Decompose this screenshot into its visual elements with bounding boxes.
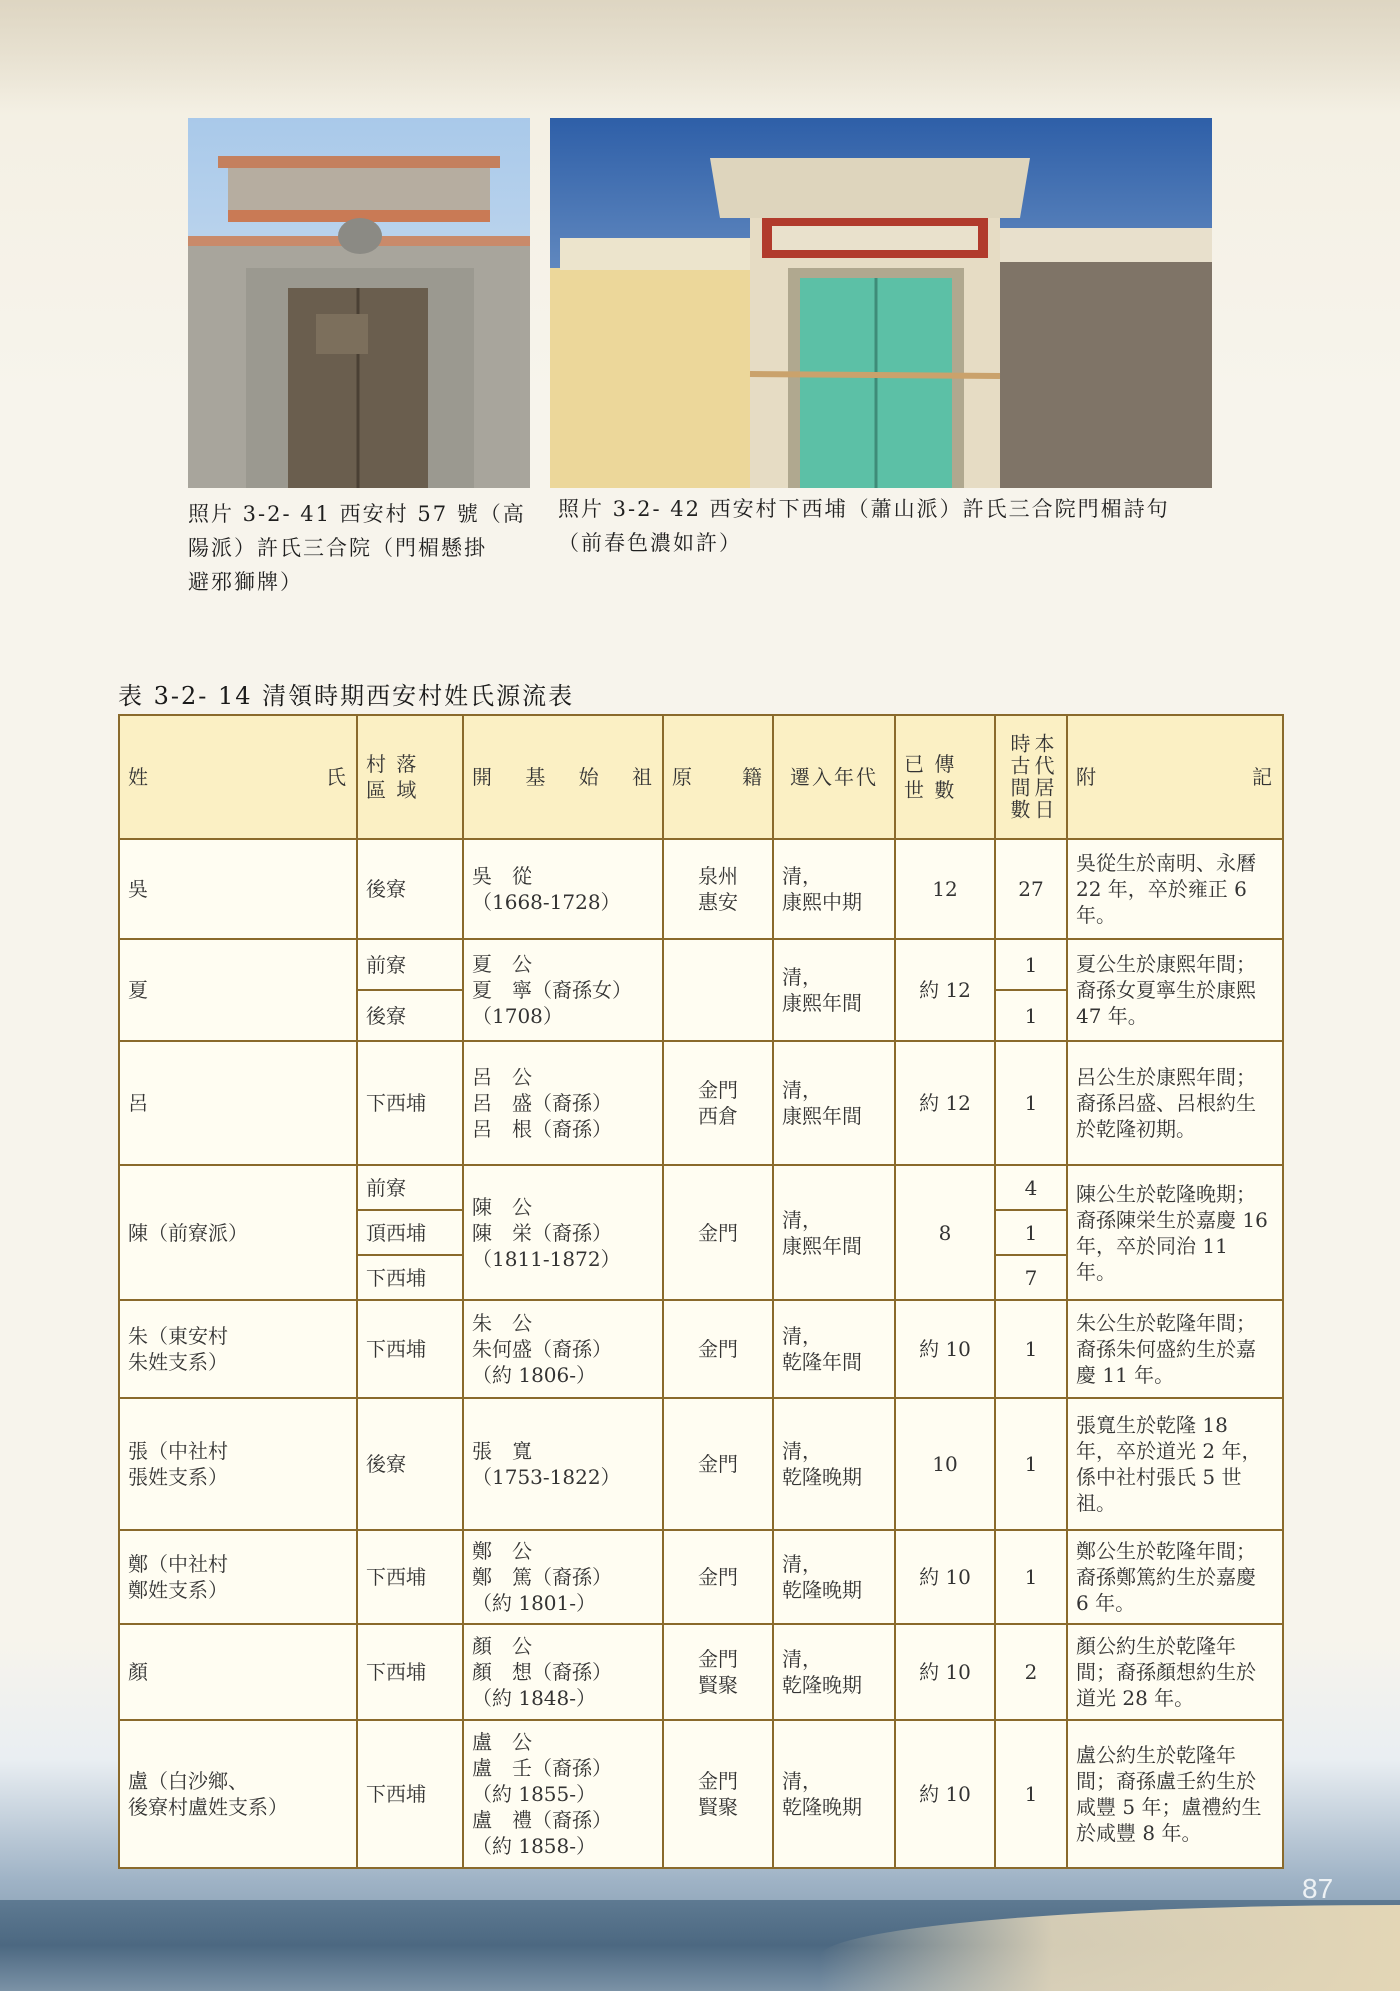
cell-origin: 金門 [663,1398,773,1530]
cell-area: 頂西埔 [357,1210,463,1255]
cell-origin: 金門 賢聚 [663,1624,773,1720]
cell-surname: 朱（東安村 朱姓支系） [119,1300,357,1398]
cell-area: 下西埔 [357,1720,463,1868]
cell-founder: 鄭 公 鄭 篤（裔孫） （約 1801-） [463,1530,663,1624]
cell-year: 清， 乾隆晚期 [773,1624,895,1720]
cell-year: 清， 乾隆晚期 [773,1398,895,1530]
cell-founder: 顏 公 顏 想（裔孫） （約 1848-） [463,1624,663,1720]
cell-generations: 約 12 [895,939,995,1041]
cell-japan-generations: 1 [995,1530,1067,1624]
header-founder: 開 基 始 祖 [463,715,663,839]
cell-note: 陳公生於乾隆晚期；裔孫陳栄生於嘉慶 16 年，卒於同治 11 年。 [1067,1165,1283,1300]
cell-origin [663,939,773,1041]
cell-founder: 呂 公 呂 盛（裔孫） 呂 根（裔孫） [463,1041,663,1165]
cell-surname: 盧（白沙鄉、 後寮村盧姓支系） [119,1720,357,1868]
cell-area: 下西埔 [357,1530,463,1624]
cell-surname: 張（中社村 張姓支系） [119,1398,357,1530]
cell-generations: 約 10 [895,1624,995,1720]
cell-japan-generations: 7 [995,1255,1067,1300]
cell-area: 下西埔 [357,1624,463,1720]
header-surname: 姓 氏 [119,715,357,839]
header-japan-generations: 本代居日時古間數 [995,715,1067,839]
table-header-row [119,715,1283,839]
cell-founder: 朱 公 朱何盛（裔孫） （約 1806-） [463,1300,663,1398]
table-row [119,839,1283,939]
cell-area: 後寮 [357,839,463,939]
cell-area: 下西埔 [357,1300,463,1398]
cell-generations: 約 10 [895,1530,995,1624]
table-row [119,939,1283,990]
table-row [119,1041,1283,1165]
cell-generations: 12 [895,839,995,939]
table-row [119,1720,1283,1868]
caption-line: 照片 3-2- 42 西安村下西埔（蕭山派）許氏三合院門楣詩句 [558,497,1170,521]
page-number: 87 [1302,1873,1334,1904]
cell-origin: 金門 西倉 [663,1041,773,1165]
caption-line: （前春色濃如許） [558,531,742,555]
cell-origin: 金門 [663,1530,773,1624]
header-generations: 已 傳 世 數 [895,715,995,839]
cell-japan-generations: 1 [995,1041,1067,1165]
caption-line: 照片 3-2- 41 西安村 57 號（高 [188,502,526,526]
photo-gate-poem-lintel [550,118,1212,488]
cell-area: 前寮 [357,1165,463,1210]
cell-year: 清， 乾隆晚期 [773,1530,895,1624]
table-title: 表 3-2- 14 清領時期西安村姓氏源流表 [118,682,575,710]
cell-year: 清， 康熙年間 [773,1165,895,1300]
cell-note: 夏公生於康熙年間；裔孫女夏寧生於康熙 47 年。 [1067,939,1283,1041]
cell-area: 後寮 [357,990,463,1041]
cell-note: 顏公約生於乾隆年間；裔孫顏想約生於道光 28 年。 [1067,1624,1283,1720]
cell-note: 呂公生於康熙年間；裔孫呂盛、呂根約生於乾隆初期。 [1067,1041,1283,1165]
photo-caption-1 [188,497,538,599]
cell-area: 下西埔 [357,1041,463,1165]
cell-year: 清， 康熙年間 [773,1041,895,1165]
cell-year: 清， 乾隆晚期 [773,1720,895,1868]
cell-year: 清， 乾隆年間 [773,1300,895,1398]
cell-note: 吳從生於南明、永曆 22 年，卒於雍正 6 年。 [1067,839,1283,939]
cell-note: 張寬生於乾隆 18 年，卒於道光 2 年，係中社村張氏 5 世祖。 [1067,1398,1283,1530]
cell-japan-generations: 1 [995,1210,1067,1255]
cell-year: 清， 康熙中期 [773,839,895,939]
header-note: 附 記 [1067,715,1283,839]
table-row [119,1165,1283,1210]
cell-founder: 張 寬 （1753-1822） [463,1398,663,1530]
cell-surname: 吳 [119,839,357,939]
cell-surname: 鄭（中社村 鄭姓支系） [119,1530,357,1624]
cell-japan-generations: 1 [995,1720,1067,1868]
cell-area: 後寮 [357,1398,463,1530]
cell-year: 清， 康熙年間 [773,939,895,1041]
cell-generations: 約 10 [895,1720,995,1868]
cell-note: 朱公生於乾隆年間；裔孫朱何盛約生於嘉慶 11 年。 [1067,1300,1283,1398]
cell-japan-generations: 1 [995,939,1067,990]
cell-area: 前寮 [357,939,463,990]
cell-surname: 夏 [119,939,357,1041]
cell-origin: 泉州 惠安 [663,839,773,939]
cell-japan-generations: 1 [995,1398,1067,1530]
caption-line: 避邪獅牌） [188,570,303,594]
cell-surname: 呂 [119,1041,357,1165]
cell-surname: 顏 [119,1624,357,1720]
cell-japan-generations: 1 [995,990,1067,1041]
photo-caption-2 [558,492,1258,560]
header-year: 遷入年代 [773,715,895,839]
cell-area: 下西埔 [357,1255,463,1300]
cell-surname: 陳（前寮派） [119,1165,357,1300]
photo-gate-lion-plaque [188,118,530,488]
cell-founder: 陳 公 陳 栄（裔孫） （1811-1872） [463,1165,663,1300]
cell-founder: 吳 從 （1668-1728） [463,839,663,939]
cell-note: 鄭公生於乾隆年間；裔孫鄭篤約生於嘉慶 6 年。 [1067,1530,1283,1624]
cell-origin: 金門 賢聚 [663,1720,773,1868]
table-row [119,1300,1283,1398]
header-origin: 原 籍 [663,715,773,839]
background-wash [0,0,1400,110]
cell-origin: 金門 [663,1300,773,1398]
surname-origin-table [118,714,1284,1869]
cell-japan-generations: 4 [995,1165,1067,1210]
cell-origin: 金門 [663,1165,773,1300]
cell-founder: 盧 公 盧 壬（裔孫） （約 1855-） 盧 禮（裔孫） （約 1858-） [463,1720,663,1868]
cell-note: 盧公約生於乾隆年間；裔孫盧壬約生於咸豐 5 年；盧禮約生於咸豐 8 年。 [1067,1720,1283,1868]
caption-line: 陽派）許氏三合院（門楣懸掛 [188,536,487,560]
cell-generations: 10 [895,1398,995,1530]
cell-generations: 8 [895,1165,995,1300]
table-row [119,1624,1283,1720]
cell-japan-generations: 27 [995,839,1067,939]
table-row [119,1530,1283,1624]
cell-generations: 約 10 [895,1300,995,1398]
table-row [119,1398,1283,1530]
cell-founder: 夏 公 夏 寧（裔孫女） （1708） [463,939,663,1041]
cell-japan-generations: 2 [995,1624,1067,1720]
cell-generations: 約 12 [895,1041,995,1165]
header-area: 村 落 區 域 [357,715,463,839]
cell-japan-generations: 1 [995,1300,1067,1398]
